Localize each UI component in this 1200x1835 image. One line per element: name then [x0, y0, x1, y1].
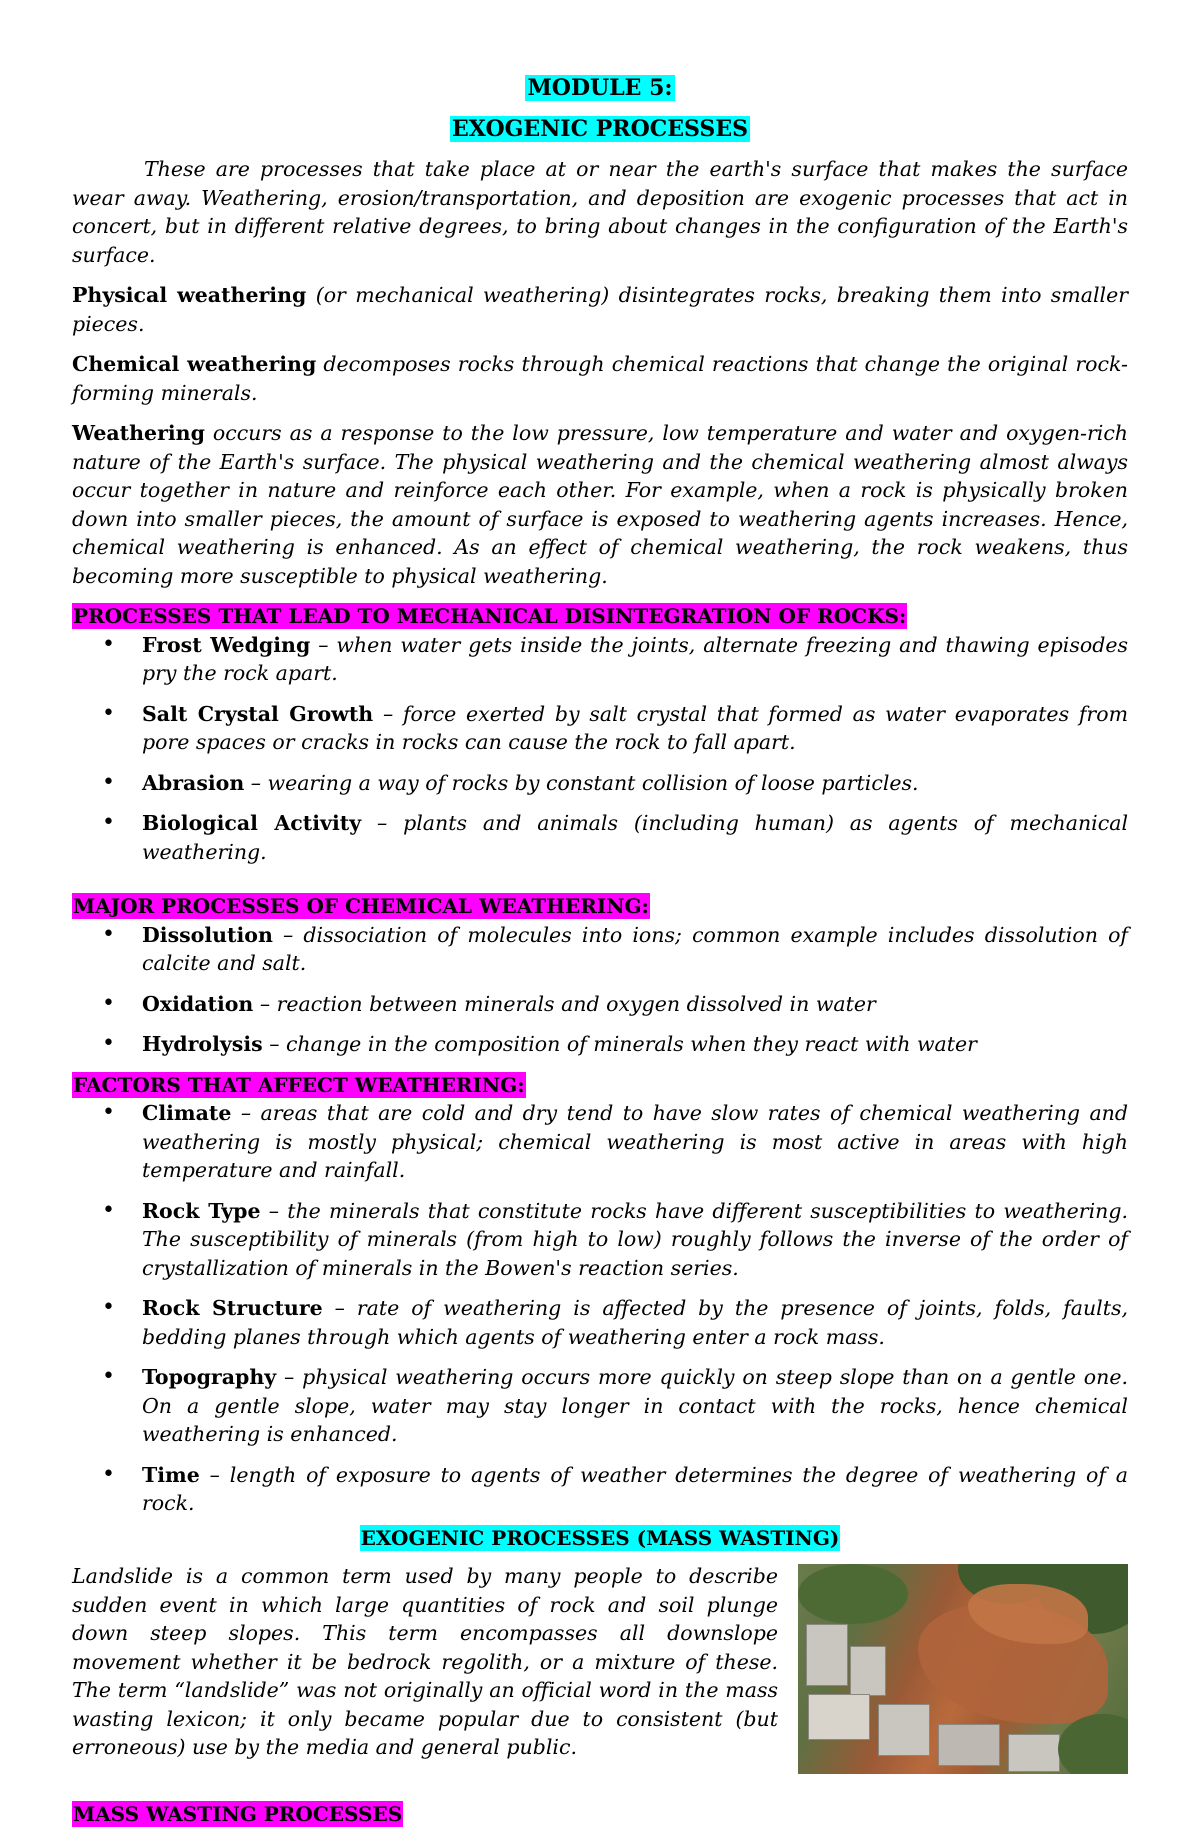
item-text: – rate of weathering is affected by the presence of joints, folds, faults, bedding planes through which agents of weathering enter a rock mass. — [142, 1296, 1128, 1349]
item-term: Salt Crystal Growth — [142, 701, 374, 726]
item-term: Time — [142, 1462, 200, 1487]
main-title — [72, 115, 1128, 144]
item-text: – areas that are cold and dry tend to have slow rates of chemical weathering and weathering is mostly physical; chemical weathering is most active in areas with high temperature and rainfall. — [142, 1101, 1128, 1182]
intro-paragraph: These are processes that take place at or near the earth's surface that makes the surface wear away. Weathering, erosion/transportation, and deposition are exogenic processes that act in concert, but in different relative degrees, to bring about changes in the configuration of the Earth's surface. — [72, 157, 1128, 267]
mass-wasting-processes-heading: MASS WASTING PROCESSES — [73, 1802, 403, 1826]
definition-term: Chemical weathering — [72, 352, 317, 376]
item-text: – plants and animals (including human) as agents of mechanical weathering. — [142, 811, 1128, 864]
item-term: Topography — [142, 1365, 277, 1389]
item-term: Frost Wedging — [142, 632, 311, 657]
document-content — [72, 64, 1128, 1829]
main-title-label: EXOGENIC PROCESSES — [452, 115, 748, 142]
list-item — [72, 1363, 1128, 1449]
list-item — [72, 769, 1128, 798]
definition-weathering — [72, 419, 1128, 590]
item-term: Biological Activity — [142, 811, 362, 835]
list-item — [72, 1030, 1128, 1059]
mechanical-heading: PROCESSES THAT LEAD TO MECHANICAL DISINTEGRATION OF ROCKS: — [73, 604, 907, 628]
mechanical-list — [72, 631, 1128, 867]
item-text: – physical weathering occurs more quickly on steep slope than on a gentle one. On a gentle slope, water may stay longer in contact with the rocks, hence chemical weathering is enhanced. — [142, 1365, 1128, 1446]
item-term: Rock Structure — [142, 1296, 323, 1320]
item-term: Climate — [142, 1101, 232, 1125]
list-item — [72, 921, 1128, 978]
definition-physical — [72, 281, 1128, 338]
chemical-list — [72, 921, 1128, 1059]
item-term: Dissolution — [142, 922, 273, 947]
factors-list — [72, 1099, 1128, 1518]
landslide-photo — [798, 1564, 1128, 1774]
definition-chemical — [72, 350, 1128, 407]
mass-wasting-row — [72, 1562, 1128, 1774]
chemical-heading: MAJOR PROCESSES OF CHEMICAL WEATHERING: — [73, 894, 649, 918]
item-text: – reaction between minerals and oxygen dissolved in water — [253, 991, 876, 1016]
item-term: Rock Type — [142, 1198, 261, 1223]
definition-text: decomposes rocks through chemical reactions that change the original rock-forming minerals. — [72, 352, 1128, 405]
definition-term: Physical weathering — [72, 283, 307, 307]
item-text: – force exerted by salt crystal that formed as water evaporates from pore spaces or cracks in rocks can cause the rock to fall apart. — [142, 701, 1129, 754]
item-text: – the minerals that constitute rocks have different susceptibilities to weathering. The susceptibility of minerals (from high to low) roughly follows the inverse of the order of crystallization of minerals in the Bowen's reaction series. — [142, 1198, 1128, 1280]
item-term: Abrasion — [142, 770, 245, 795]
mass-wasting-heading: EXOGENIC PROCESSES (MASS WASTING) — [360, 1525, 840, 1550]
list-item — [72, 1461, 1128, 1518]
item-text: – length of exposure to agents of weather determines the degree of weathering of a rock. — [142, 1462, 1128, 1515]
item-text: – wearing a way of rocks by constant collision of loose particles. — [244, 770, 919, 795]
item-text: – when water gets inside the joints, alternate freezing and thawing episodes pry the rock apart. — [142, 632, 1128, 685]
item-term: Oxidation — [142, 991, 254, 1016]
definition-text: occurs as a response to the low pressure, low temperature and water and oxygen-rich nature of the Earth's surface. The physical weathering and the chemical weathering almost always occur together in nature and reinforce each other. For example, when a rock is physically broken down into smaller pieces, the amount of surface is exposed to weathering agents increases. Hence, chemical weathering is enhanced. As an effect of chemical weathering, the rock weakens, thus becoming more susceptible to physical weathering. — [72, 421, 1128, 588]
list-item — [72, 1294, 1128, 1351]
module-title — [72, 74, 1128, 103]
landslide-paragraph: Landslide is a common term used by many people to describe sudden event in which large quantities of rock and soil plunge down steep slopes. This term encompasses all downslope movement whether it be bedrock regolith, or a mixture of these. The term “landslide” was not originally an official word in the mass wasting lexicon; it only became popular due to consistent (but erroneous) use by the media and general public. — [72, 1564, 778, 1759]
list-item — [72, 1099, 1128, 1185]
mass-wasting-title — [72, 1524, 1128, 1553]
list-item — [72, 809, 1128, 866]
module-label: MODULE 5: — [527, 75, 673, 101]
list-item — [72, 1197, 1128, 1283]
factors-heading: FACTORS THAT AFFECT WEATHERING: — [73, 1072, 525, 1097]
definition-text: (or mechanical weathering) disintegrates rocks, breaking them into smaller pieces. — [72, 283, 1129, 336]
item-term: Hydrolysis — [142, 1032, 263, 1056]
list-item — [72, 631, 1128, 688]
definition-term: Weathering — [72, 421, 205, 445]
list-item — [72, 700, 1128, 757]
item-text: – change in the composition of minerals when they react with water — [262, 1032, 977, 1056]
list-item — [72, 990, 1128, 1019]
item-text: – dissociation of molecules into ions; common example includes dissolution of calcite and salt. — [142, 922, 1128, 975]
